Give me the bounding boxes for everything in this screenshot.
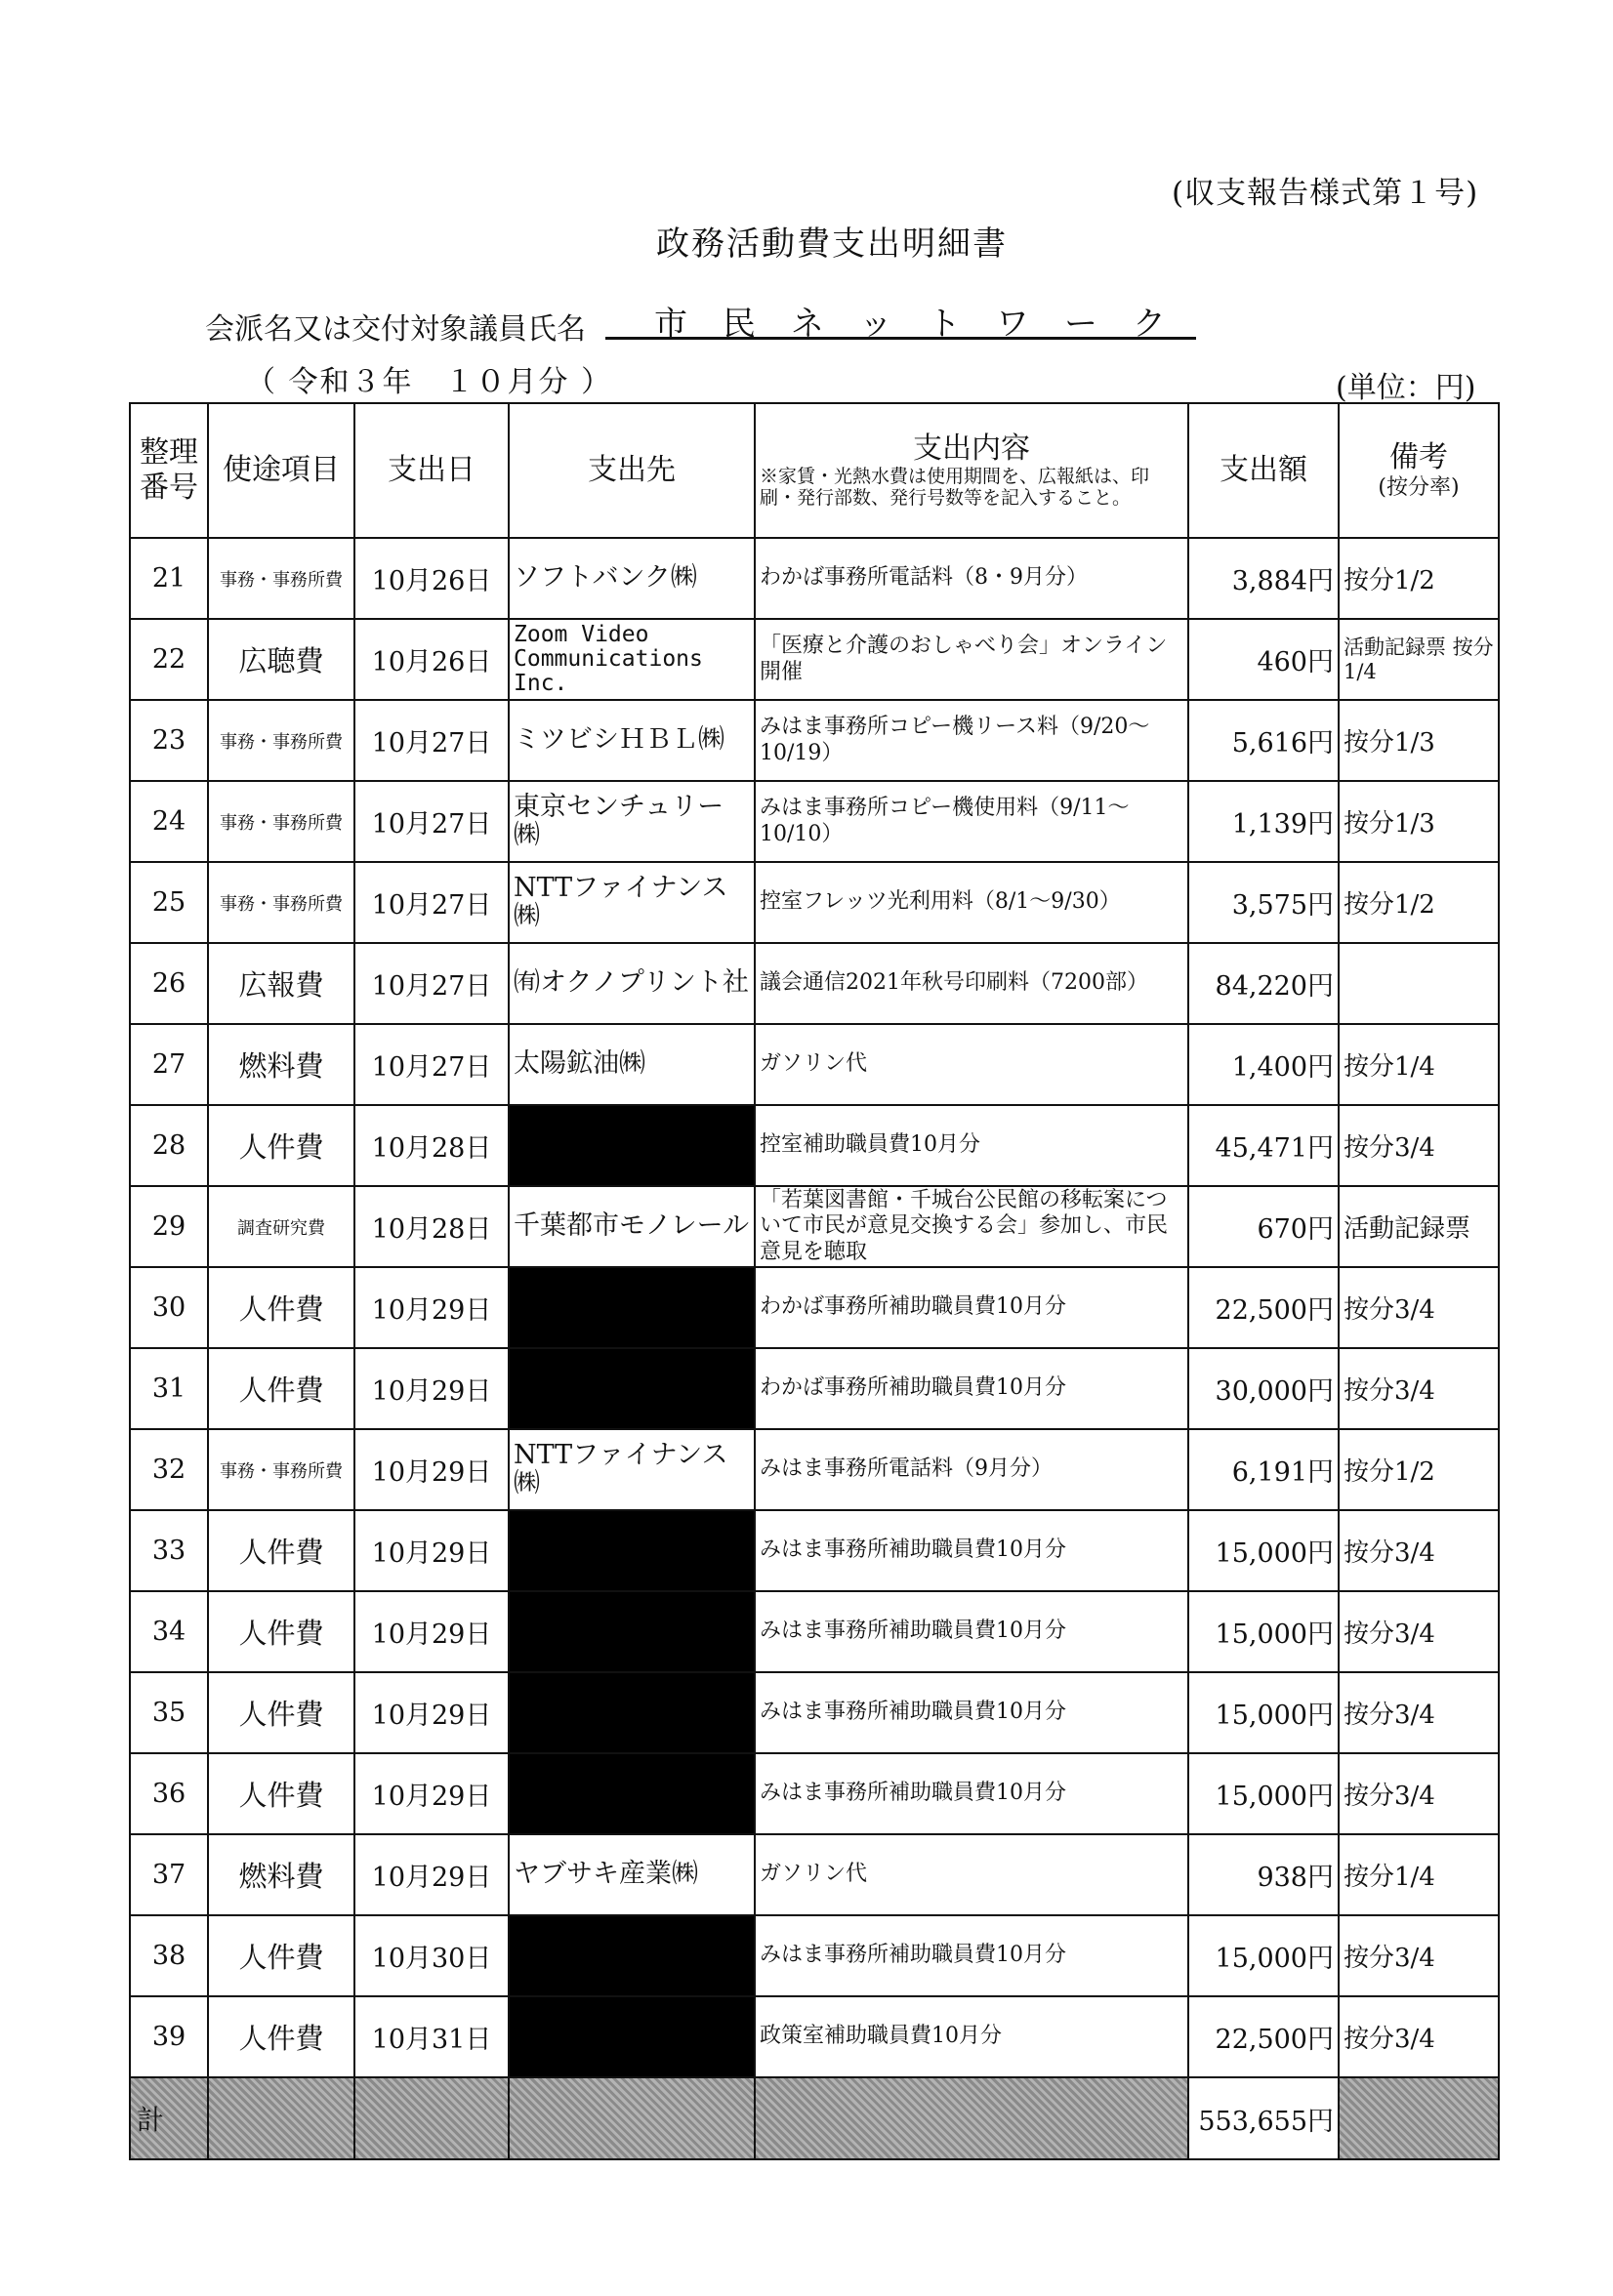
row-date: 10月26日 — [354, 619, 509, 700]
row-content: みはま事務所補助職員費10月分 — [755, 1753, 1188, 1834]
row-content: 「医療と介護のおしゃべり会」オンライン開催 — [755, 619, 1188, 700]
table-row — [130, 1753, 1499, 1834]
row-date: 10月27日 — [354, 1024, 509, 1105]
row-content: わかば事務所補助職員費10月分 — [755, 1267, 1188, 1348]
row-payee — [509, 1348, 755, 1429]
row-category: 人件費 — [208, 1996, 354, 2077]
row-date: 10月27日 — [354, 943, 509, 1024]
row-amount: 670円 — [1188, 1186, 1339, 1267]
row-note: 按分3/4 — [1339, 1591, 1499, 1672]
row-note: 按分3/4 — [1339, 1753, 1499, 1834]
row-category: 人件費 — [208, 1105, 354, 1186]
row-payee: 東京センチュリー㈱ — [509, 781, 755, 862]
row-date: 10月29日 — [354, 1753, 509, 1834]
row-note: 按分3/4 — [1339, 1510, 1499, 1591]
row-category: 調査研究費 — [208, 1186, 354, 1267]
col-note-sub: (按分率) — [1378, 474, 1460, 500]
row-payee: 太陽鉱油㈱ — [509, 1024, 755, 1105]
table-row — [130, 1672, 1499, 1753]
row-note: 按分1/2 — [1339, 538, 1499, 619]
row-category: 事務・事務所費 — [208, 862, 354, 943]
row-date: 10月28日 — [354, 1105, 509, 1186]
row-content: ガソリン代 — [755, 1024, 1188, 1105]
row-number: 32 — [130, 1429, 208, 1510]
total-shade — [354, 2077, 509, 2159]
row-content: わかば事務所補助職員費10月分 — [755, 1348, 1188, 1429]
row-content: ガソリン代 — [755, 1834, 1188, 1915]
total-shade — [755, 2077, 1188, 2159]
row-date: 10月29日 — [354, 1429, 509, 1510]
col-category: 使途項目 — [208, 403, 354, 538]
row-payee — [509, 1915, 755, 1996]
table-row — [130, 781, 1499, 862]
row-amount: 45,471円 — [1188, 1105, 1339, 1186]
col-amount: 支出額 — [1188, 403, 1339, 538]
row-content: みはま事務所コピー機リース料（9/20～10/19） — [755, 700, 1188, 781]
row-category: 燃料費 — [208, 1024, 354, 1105]
table-row — [130, 1996, 1499, 2077]
total-shade — [1339, 2077, 1499, 2159]
row-date: 10月26日 — [354, 538, 509, 619]
row-category: 事務・事務所費 — [208, 781, 354, 862]
row-payee — [509, 1591, 755, 1672]
row-date: 10月29日 — [354, 1348, 509, 1429]
row-note: 按分1/4 — [1339, 1834, 1499, 1915]
row-note: 按分3/4 — [1339, 1267, 1499, 1348]
row-amount: 1,139円 — [1188, 781, 1339, 862]
row-amount: 938円 — [1188, 1834, 1339, 1915]
row-date: 10月27日 — [354, 781, 509, 862]
row-note: 按分3/4 — [1339, 1105, 1499, 1186]
row-note — [1339, 943, 1499, 1024]
col-content — [755, 403, 1188, 538]
table-row — [130, 1186, 1499, 1267]
row-category: 人件費 — [208, 1672, 354, 1753]
row-number: 27 — [130, 1024, 208, 1105]
row-category: 事務・事務所費 — [208, 700, 354, 781]
col-note-label: 備考 — [1389, 439, 1448, 474]
row-content: みはま事務所補助職員費10月分 — [755, 1510, 1188, 1591]
row-amount: 3,884円 — [1188, 538, 1339, 619]
row-content: 政策室補助職員費10月分 — [755, 1996, 1188, 2077]
row-date: 10月27日 — [354, 862, 509, 943]
row-payee — [509, 1267, 755, 1348]
row-payee — [509, 1753, 755, 1834]
row-note: 按分1/4 — [1339, 1024, 1499, 1105]
col-payee: 支出先 — [509, 403, 755, 538]
table-row — [130, 1510, 1499, 1591]
row-date: 10月29日 — [354, 1267, 509, 1348]
row-amount: 15,000円 — [1188, 1510, 1339, 1591]
row-date: 10月28日 — [354, 1186, 509, 1267]
row-amount: 1,400円 — [1188, 1024, 1339, 1105]
row-payee: ミツビシＨＢＬ㈱ — [509, 700, 755, 781]
row-number: 29 — [130, 1186, 208, 1267]
row-category: 人件費 — [208, 1915, 354, 1996]
row-number: 39 — [130, 1996, 208, 2077]
row-payee: ㈲オクノプリント社 — [509, 943, 755, 1024]
row-note: 按分3/4 — [1339, 1915, 1499, 1996]
total-shade — [208, 2077, 354, 2159]
total-amount: 553,655円 — [1188, 2077, 1339, 2159]
row-number: 21 — [130, 538, 208, 619]
row-category: 人件費 — [208, 1753, 354, 1834]
row-amount: 5,616円 — [1188, 700, 1339, 781]
row-category: 広聴費 — [208, 619, 354, 700]
row-date: 10月29日 — [354, 1672, 509, 1753]
row-note: 按分1/3 — [1339, 700, 1499, 781]
row-number: 30 — [130, 1267, 208, 1348]
row-date: 10月29日 — [354, 1834, 509, 1915]
col-content-note: ※家賃・光熱水費は使用期間を、広報紙は、印刷・発行部数、発行号数等を記入すること。 — [760, 466, 1150, 509]
name-label: 会派名又は交付対象議員氏名 — [205, 312, 586, 347]
form-number: (収支報告様式第１号) — [1172, 176, 1479, 211]
row-category: 事務・事務所費 — [208, 1429, 354, 1510]
row-date: 10月30日 — [354, 1915, 509, 1996]
row-date: 10月29日 — [354, 1591, 509, 1672]
table-row — [130, 700, 1499, 781]
row-number: 28 — [130, 1105, 208, 1186]
row-amount: 3,575円 — [1188, 862, 1339, 943]
name-value: 市民ネットワーク — [605, 297, 1196, 340]
row-payee — [509, 1105, 755, 1186]
col-content-label: 支出内容 — [913, 431, 1030, 467]
total-row — [130, 2077, 1499, 2159]
table-row — [130, 538, 1499, 619]
row-note: 按分3/4 — [1339, 1348, 1499, 1429]
total-label: 計 — [130, 2077, 208, 2159]
row-category: 人件費 — [208, 1267, 354, 1348]
row-amount: 30,000円 — [1188, 1348, 1339, 1429]
row-number: 34 — [130, 1591, 208, 1672]
row-category: 人件費 — [208, 1348, 354, 1429]
row-payee: Zoom Video Communications Inc. — [509, 619, 755, 700]
row-content: 控室フレッツ光利用料（8/1～9/30） — [755, 862, 1188, 943]
col-num: 整理番号 — [130, 403, 208, 538]
row-amount: 6,191円 — [1188, 1429, 1339, 1510]
table-row — [130, 943, 1499, 1024]
row-amount: 22,500円 — [1188, 1996, 1339, 2077]
row-note: 活動記録票 — [1339, 1186, 1499, 1267]
row-amount: 15,000円 — [1188, 1753, 1339, 1834]
row-number: 22 — [130, 619, 208, 700]
row-category: 事務・事務所費 — [208, 538, 354, 619]
unit-label: (単位：円) — [1336, 371, 1476, 405]
row-note: 按分1/2 — [1339, 1429, 1499, 1510]
row-note: 活動記録票 按分1/4 — [1339, 619, 1499, 700]
row-category: 燃料費 — [208, 1834, 354, 1915]
row-number: 35 — [130, 1672, 208, 1753]
row-amount: 84,220円 — [1188, 943, 1339, 1024]
table-row — [130, 1024, 1499, 1105]
row-number: 38 — [130, 1915, 208, 1996]
row-amount: 15,000円 — [1188, 1915, 1339, 1996]
row-content: 控室補助職員費10月分 — [755, 1105, 1188, 1186]
table-row — [130, 862, 1499, 943]
row-payee — [509, 1996, 755, 2077]
row-content: 議会通信2021年秋号印刷料（7200部） — [755, 943, 1188, 1024]
col-date: 支出日 — [354, 403, 509, 538]
table-row — [130, 1105, 1499, 1186]
row-content: みはま事務所補助職員費10月分 — [755, 1591, 1188, 1672]
row-content: みはま事務所コピー機使用料（9/11～10/10） — [755, 781, 1188, 862]
period: （ 令和３年 １０月分 ） — [246, 365, 613, 399]
row-payee: NTTファイナンス㈱ — [509, 1429, 755, 1510]
row-number: 23 — [130, 700, 208, 781]
row-number: 24 — [130, 781, 208, 862]
row-date: 10月27日 — [354, 700, 509, 781]
table-row — [130, 1591, 1499, 1672]
row-number: 25 — [130, 862, 208, 943]
header-row — [130, 403, 1499, 538]
table-row — [130, 1267, 1499, 1348]
row-payee: ヤブサキ産業㈱ — [509, 1834, 755, 1915]
row-number: 31 — [130, 1348, 208, 1429]
row-payee — [509, 1672, 755, 1753]
row-content: 「若葉図書館・千城台公民館の移転案について市民が意見交換する会」参加し、市民意見を聴取 — [755, 1186, 1188, 1267]
row-content: わかば事務所電話料（8・9月分） — [755, 538, 1188, 619]
row-content: みはま事務所電話料（9月分） — [755, 1429, 1188, 1510]
row-content: みはま事務所補助職員費10月分 — [755, 1672, 1188, 1753]
row-amount: 460円 — [1188, 619, 1339, 700]
row-amount: 15,000円 — [1188, 1672, 1339, 1753]
row-number: 33 — [130, 1510, 208, 1591]
row-content: みはま事務所補助職員費10月分 — [755, 1915, 1188, 1996]
row-note: 按分3/4 — [1339, 1996, 1499, 2077]
table-row — [130, 619, 1499, 700]
total-shade — [509, 2077, 755, 2159]
row-date: 10月31日 — [354, 1996, 509, 2077]
row-category: 人件費 — [208, 1510, 354, 1591]
row-note: 按分1/2 — [1339, 862, 1499, 943]
row-payee: 千葉都市モノレール — [509, 1186, 755, 1267]
row-payee: ソフトバンク㈱ — [509, 538, 755, 619]
table-row — [130, 1348, 1499, 1429]
row-number: 36 — [130, 1753, 208, 1834]
row-number: 26 — [130, 943, 208, 1024]
page-title: 政務活動費支出明細書 — [656, 225, 1008, 264]
row-date: 10月29日 — [354, 1510, 509, 1591]
row-category: 広報費 — [208, 943, 354, 1024]
row-payee: NTTファイナンス㈱ — [509, 862, 755, 943]
row-number: 37 — [130, 1834, 208, 1915]
row-amount: 22,500円 — [1188, 1267, 1339, 1348]
row-note: 按分1/3 — [1339, 781, 1499, 862]
row-category: 人件費 — [208, 1591, 354, 1672]
col-note — [1339, 403, 1499, 538]
table-row — [130, 1915, 1499, 1996]
expense-table — [129, 402, 1500, 2160]
table-row — [130, 1429, 1499, 1510]
row-payee — [509, 1510, 755, 1591]
row-amount: 15,000円 — [1188, 1591, 1339, 1672]
row-note: 按分3/4 — [1339, 1672, 1499, 1753]
table-row — [130, 1834, 1499, 1915]
